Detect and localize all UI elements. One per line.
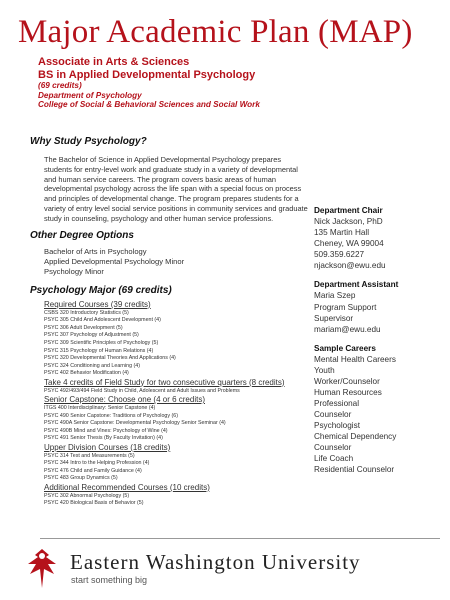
career-item: Mental Health Careers (314, 354, 396, 364)
field-study-heading: Take 4 credits of Field Study for two consecutive quarters (8 credits) (44, 377, 285, 387)
course-item: PSYC 420 Biological Basis of Behavior (5) (44, 500, 144, 507)
career-item: Counselor (314, 410, 352, 420)
course-item: PSYC 309 Scientific Principles of Psychology (5) (44, 340, 159, 346)
course-item: PSYC 402 Behavior Modification (4) (44, 370, 129, 377)
course-item: PSYC 344 Intro to the Helping Profession (4) (44, 460, 150, 467)
sample-careers-block (314, 343, 444, 476)
sample-careers-label: Sample Careers (314, 343, 376, 353)
course-item: PSYC 306 Adult Development (5) (44, 324, 123, 331)
chair-email-link[interactable]: njackson@ewu.edu (314, 261, 386, 271)
capstone-heading: Senior Capstone: Choose one (4 or 6 credits) (44, 395, 205, 405)
other-options-list (44, 247, 310, 277)
course-item: PSYC 476 Child and Family Guidance (4) (44, 467, 142, 474)
assistant-title: Program Support (314, 302, 377, 312)
course-item: PSYC 492/493/494 Field Study in Child, Adolescent and Adult Issues and Problems (44, 387, 240, 394)
course-item: PSYC 305 Child And Adolescent Development (4) (44, 317, 161, 324)
department-name: Department of Psychology (38, 90, 142, 100)
college-name: Associate in Arts & Sciences (38, 56, 190, 68)
why-text: The Bachelor of Science in Applied Developmental Psychology prepares students for entry-level work and graduate study in a variety of developmental and human service careers. The program covers basic areas of human developmental psychology across the life span with a special focus on process and principles of developmental change. The program prepares students for a variety of entry level social service positions in community services and graduate study in counseling, psychology and other human service professions. (44, 155, 308, 223)
tagline: start something big (71, 575, 148, 585)
sidebar (314, 205, 444, 483)
career-item: Residential Counselor (314, 465, 395, 475)
career-item: Counselor (314, 443, 352, 453)
other-option: Applied Developmental Psychology Minor (44, 257, 185, 267)
department-assistant-label: Department Assistant (314, 280, 399, 290)
career-item: Youth (314, 365, 335, 375)
course-item: CSBS 320 Introductory Statistics (5) (44, 309, 129, 316)
chair-office: 135 Martin Hall (314, 228, 370, 238)
course-item: PSYC 320 Developmental Theories And Applications (4) (44, 355, 176, 362)
other-options-heading: Other Degree Options (30, 230, 134, 242)
course-requirements (44, 300, 310, 508)
university-name: Eastern Washington University (70, 550, 361, 574)
upper-division-heading: Upper Division Courses (18 credits) (44, 442, 171, 452)
course-item: PSYC 490B Mind and Vines: Psychology of Wine (4) (44, 427, 168, 434)
career-item: Professional (314, 399, 360, 408)
required-courses-heading: Required Courses (39 credits) (44, 299, 151, 309)
main-content (30, 136, 310, 508)
career-item: Human Resources (314, 387, 382, 397)
course-item: ITGS 400 Interdisciplinary: Senior Capstone (4) (44, 405, 156, 412)
course-item: PSYC 490A Senior Capstone: Developmental Psychology Senior Seminar (4) (44, 420, 226, 427)
degree-credits: (69 credits) (38, 81, 82, 91)
major-heading: Psychology Major (69 credits) (30, 284, 172, 296)
other-option: Bachelor of Arts in Psychology (44, 247, 147, 257)
page-title: Major Academic Plan (MAP) (18, 14, 413, 50)
assistant-title-cont: Supervisor (314, 313, 354, 323)
degree-name: BS in Applied Developmental Psychology (38, 68, 256, 81)
career-item: Chemical Dependency (314, 432, 397, 442)
college-full-name: College of Social & Behavioral Sciences and Social Work (38, 100, 260, 110)
eagle-logo-icon (22, 546, 62, 592)
course-item: PSYC 483 Group Dynamics (5) (44, 475, 118, 482)
chair-phone: 509.359.6227 (314, 250, 365, 260)
footer (0, 538, 450, 600)
assistant-email-link[interactable]: mariam@ewu.edu (314, 324, 381, 334)
career-item: Psychologist (314, 421, 360, 431)
chair-city: Cheney, WA 99004 (314, 239, 384, 249)
chair-name: Nick Jackson, PhD (314, 217, 383, 227)
career-item: Life Coach (314, 454, 354, 464)
course-item: PSYC 302 Abnormal Psychology (5) (44, 492, 130, 499)
department-chair-block (314, 205, 444, 271)
course-item: PSYC 491 Senior Thesis (By Faculty Invitation) (4) (44, 435, 163, 442)
footer-divider (40, 538, 440, 539)
course-item: PSYC 490 Senior Capstone: Traditions of Psychology (6) (44, 412, 178, 419)
department-chair-label: Department Chair (314, 206, 383, 215)
career-item: Worker/Counselor (314, 376, 380, 386)
assistant-name: Maria Szep (314, 291, 356, 301)
program-info (38, 56, 260, 110)
department-assistant-block (314, 279, 444, 334)
other-option: Psychology Minor (44, 267, 104, 277)
course-item: PSYC 314 Test and Measurements (5) (44, 452, 135, 459)
additional-courses-heading: Additional Recommended Courses (10 credits) (44, 482, 210, 492)
course-item: PSYC 324 Conditioning and Learning (4) (44, 362, 140, 369)
why-heading: Why Study Psychology? (30, 136, 147, 147)
course-item: PSYC 307 Psychology of Adjustment (5) (44, 332, 139, 339)
course-item: PSYC 315 Psychology of Human Relations (4) (44, 347, 154, 354)
